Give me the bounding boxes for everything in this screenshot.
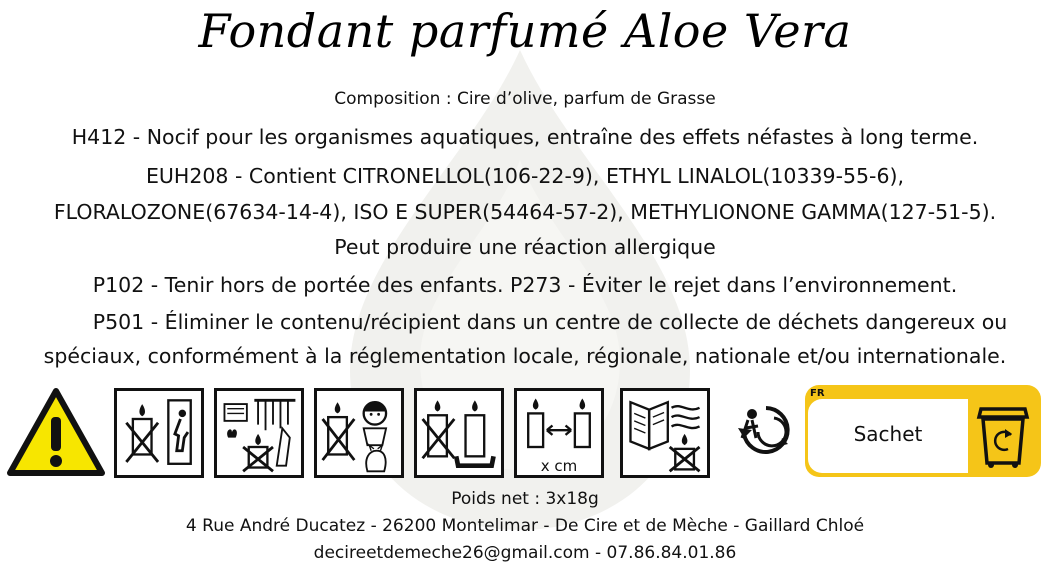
- contact-line: decireetdemeche26@gmail.com - 07.86.84.01.86: [313, 543, 737, 563]
- keep-away-from-children-pets-icon: [314, 388, 404, 478]
- net-weight: Poids net : 3x18g: [451, 489, 599, 509]
- address-line: 4 Rue André Ducatez - 26200 Montelimar - De Cire et de Mèche - Gaillard Chloé: [185, 516, 865, 536]
- warning-triangle-icon: [6, 387, 106, 479]
- use-candle-holder-icon: [414, 388, 504, 478]
- hazard-euh208: EUH208 - Contient CITRONELLOL(106-22-9), ETHYL LINALOL(10339-55-6),: [145, 164, 905, 188]
- no-unattended-candle-icon: [114, 388, 204, 478]
- sorting-item-label: Sachet: [853, 422, 923, 446]
- product-title: Fondant parfumé Aloe Vera: [198, 4, 852, 58]
- no-flammable-near-candle-icon: [214, 388, 304, 478]
- composition-text: Composition : Cire d’olive, parfum de Grasse: [334, 89, 716, 109]
- candle-spacing-icon: [514, 388, 604, 478]
- hazard-substances: FLORALOZONE(67634-14-4), ISO E SUPER(54464-57-2), METHYLIONONE GAMMA(127-51-5).: [53, 200, 997, 224]
- country-code: FR: [810, 388, 825, 399]
- precaution-p501-cont: spéciaux, conformément à la réglementation locale, régionale, nationale et/ou internationale.: [43, 344, 1007, 368]
- recycling-bin-icon: [975, 403, 1031, 469]
- hazard-h412: H412 - Nocif pour les organismes aquatiques, entraîne des effets néfastes à long terme.: [71, 125, 979, 149]
- hazard-allergy: Peut produire une réaction allergique: [334, 235, 716, 259]
- no-draft-icon: [620, 388, 710, 478]
- precaution-p102-p273: P102 - Tenir hors de portée des enfants. P273 - Éviter le rejet dans l’environnement.: [92, 273, 958, 297]
- spacing-label: x cm: [540, 457, 578, 475]
- triman-icon: [732, 398, 796, 462]
- precaution-p501: P501 - Éliminer le contenu/récipient dans un centre de collecte de déchets dangereux ou: [92, 310, 1008, 334]
